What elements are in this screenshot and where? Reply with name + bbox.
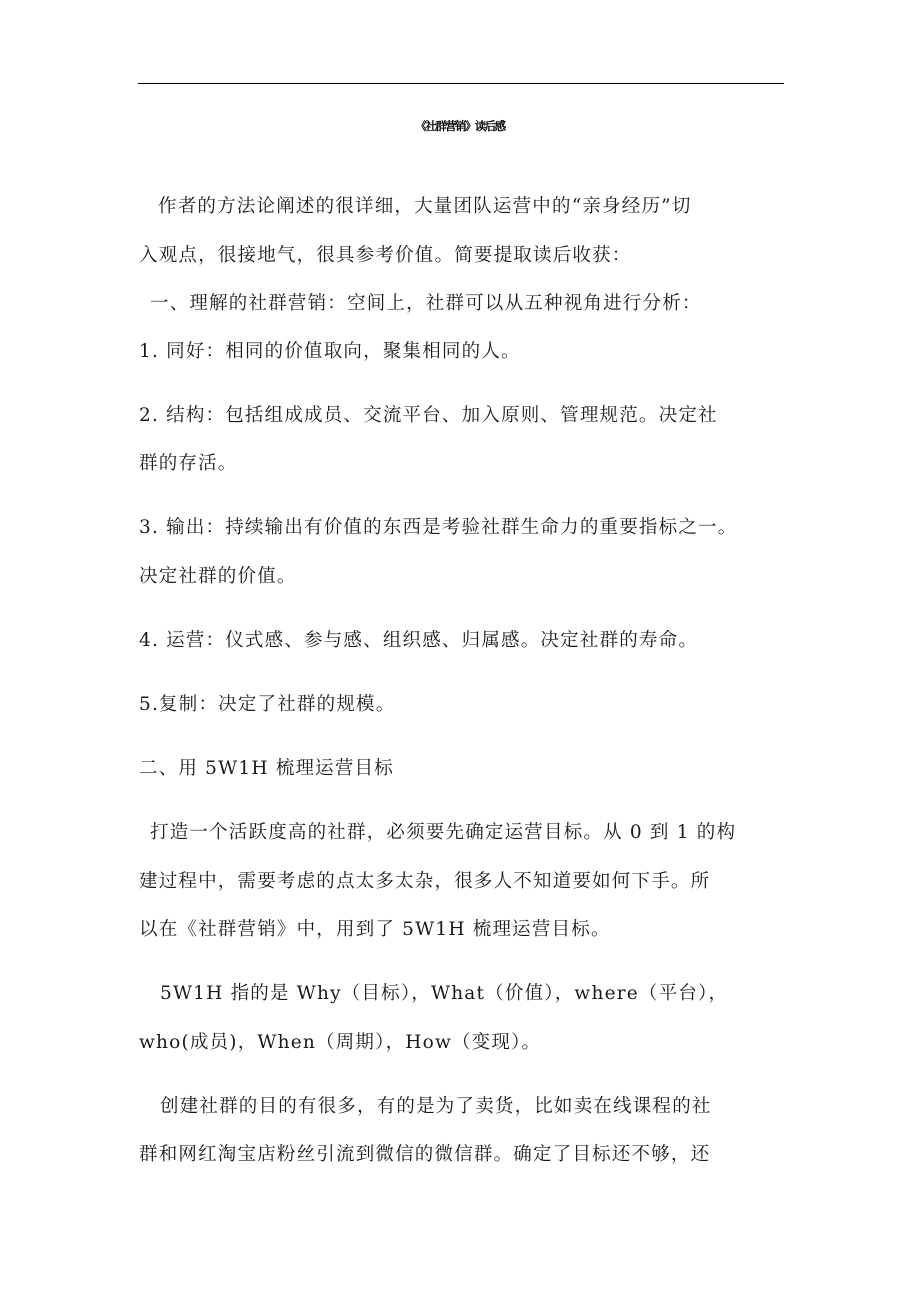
paragraph-line: 群和网红淘宝店粉丝引流到微信的微信群。确定了目标还不够，还 <box>139 1144 711 1165</box>
section-heading: 二、用 5W1H 梳理运营目标 <box>139 758 394 779</box>
list-item: 4. 运营：仪式感、参与感、组织感、归属感。决定社群的寿命。 <box>139 630 699 651</box>
paragraph-line: 打造一个活跃度高的社群，必须要先确定运营目标。从 0 到 1 的构 <box>150 822 737 843</box>
list-item: 5.复制：决定了社群的规模。 <box>139 694 396 715</box>
list-item-continuation: 决定社群的价值。 <box>139 566 297 587</box>
paragraph-line: 建过程中，需要考虑的点太多太杂，很多人不知道要如何下手。所 <box>139 871 711 892</box>
paragraph-line: 作者的方法论阐述的很详细，大量团队运营中的“亲身经历”切 <box>158 196 692 217</box>
list-item: 3. 输出：持续输出有价值的东西是考验社群生命力的重要指标之一。 <box>139 517 738 538</box>
header-rule <box>138 83 784 84</box>
paragraph-line: 以在《社群营销》中，用到了 5W1H 梳理运营目标。 <box>139 919 611 940</box>
paragraph-line: who(成员)，When（周期），How（变现）。 <box>139 1032 542 1053</box>
paragraph-line: 创建社群的目的有很多，有的是为了卖货，比如卖在线课程的社 <box>160 1096 712 1117</box>
list-item: 2. 结构：包括组成成员、交流平台、加入原则、管理规范。决定社 <box>139 405 718 426</box>
document-title: 《社群营销》读后感 <box>415 119 505 133</box>
paragraph-line: 入观点，很接地气，很具参考价值。简要提取读后收获： <box>139 245 632 266</box>
list-item-continuation: 群的存活。 <box>139 453 238 474</box>
list-item: 1. 同好：相同的价值取向，聚集相同的人。 <box>139 341 521 362</box>
section-heading: 一、理解的社群营销：空间上，社群可以从五种视角进行分析： <box>150 293 702 314</box>
paragraph-line: 5W1H 指的是 Why（目标），What（价值），where（平台）， <box>160 983 729 1004</box>
